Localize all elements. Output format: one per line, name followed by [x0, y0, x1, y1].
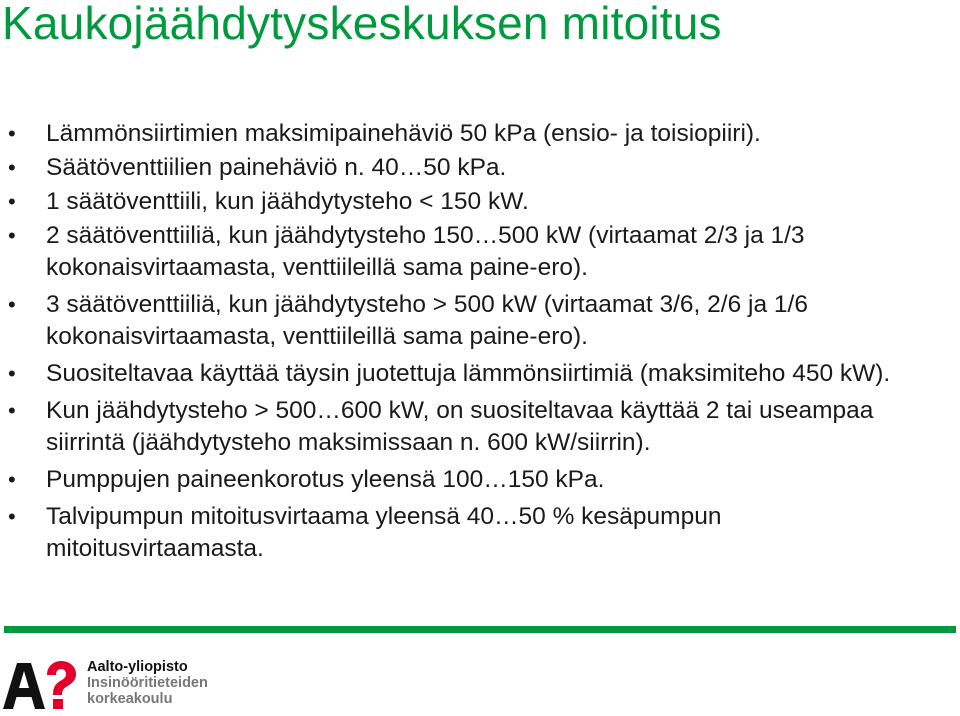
footer-divider [4, 626, 956, 633]
logo-text [87, 659, 208, 707]
logo-line-university: Aalto-yliopisto [87, 659, 188, 675]
bullet-dot-icon: • [8, 504, 16, 529]
bullet-dot-icon: • [8, 467, 16, 492]
bullet-item [0, 289, 960, 353]
bullet-item [0, 152, 960, 184]
bullet-item [0, 118, 960, 150]
aalto-logo-icon [3, 661, 81, 711]
slide-title: Kaukojäähdytyskeskuksen mitoitus [2, 0, 722, 49]
bullet-item [0, 220, 960, 284]
bullet-dot-icon: • [8, 121, 16, 146]
bullet-dot-icon: • [8, 155, 16, 180]
bullet-dot-icon: • [8, 292, 16, 317]
bullet-item [0, 501, 960, 565]
bullet-dot-icon: • [8, 189, 16, 214]
bullet-list [0, 118, 960, 570]
bullet-text: Kun jäähdytysteho > 500…600 kW, on suositeltavaa käyttää 2 tai useampaa siirrintä (jäähdytysteho maksimissaan n. 600 kW/siirrin). [46, 397, 874, 456]
bullet-text: Säätöventtiilien painehäviö n. 40…50 kPa. [46, 154, 507, 181]
aalto-logo [3, 659, 213, 711]
bullet-dot-icon: • [8, 398, 16, 423]
bullet-text: Talvipumpun mitoitusvirtaama yleensä 40…50 % kesäpumpun mitoitusvirtaamasta. [46, 503, 722, 562]
logo-line-school-2: korkeakoulu [87, 691, 173, 707]
bullet-text: 3 säätöventtiiliä, kun jäähdytysteho > 500 kW (virtaamat 3/6, 2/6 ja 1/6 kokonaisvirtaamasta, venttiileillä sama paine-ero). [46, 291, 808, 350]
bullet-text: Suositeltavaa käyttää täysin juotettuja lämmönsiirtimiä (maksimiteho 450 kW). [46, 360, 891, 387]
bullet-item [0, 358, 960, 390]
bullet-text: 2 säätöventtiiliä, kun jäähdytysteho 150…500 kW (virtaamat 2/3 ja 1/3 kokonaisvirtaamasta, venttiileillä sama paine-ero). [46, 222, 805, 281]
bullet-item [0, 395, 960, 459]
bullet-dot-icon: • [8, 223, 16, 248]
bullet-dot-icon: • [8, 361, 16, 386]
logo-line-school-1: Insinööritieteiden [87, 675, 208, 691]
bullet-item [0, 464, 960, 496]
bullet-text: Lämmönsiirtimien maksimipainehäviö 50 kPa (ensio- ja toisiopiiri). [46, 120, 761, 147]
bullet-text: 1 säätöventtiili, kun jäähdytysteho < 150 kW. [46, 188, 529, 215]
bullet-item [0, 186, 960, 218]
bullet-text: Pumppujen paineenkorotus yleensä 100…150 kPa. [46, 466, 605, 493]
